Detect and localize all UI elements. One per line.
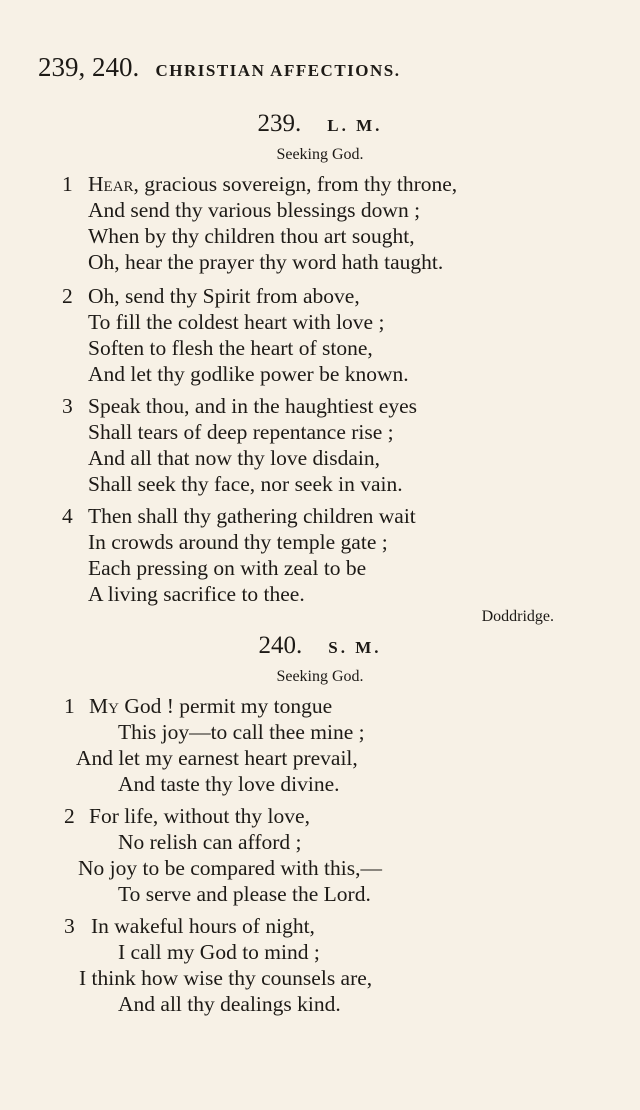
verse-line: No joy to be compared with this,— bbox=[78, 856, 382, 880]
hymn-number: 240. bbox=[258, 632, 303, 659]
verse-line: For life, without thy love, bbox=[89, 804, 310, 828]
verse-line: To serve and please the Lord. bbox=[118, 882, 371, 906]
hymn-number: 239. bbox=[257, 110, 302, 137]
verse-first-word: Hear, bbox=[88, 172, 139, 196]
verse-line: I think how wise thy counsels are, bbox=[79, 966, 373, 990]
verse-line: And send thy various blessings down ; bbox=[88, 198, 421, 222]
hymn-meter: L. M. bbox=[327, 116, 383, 135]
verse-line: Then shall thy gathering children wait bbox=[88, 504, 416, 528]
verse-line: And let thy godlike power be known. bbox=[88, 362, 409, 386]
verse-number: 2 bbox=[64, 804, 75, 828]
verse-number: 3 bbox=[64, 914, 75, 938]
verse-line: Hear, gracious sovereign, from thy throne, bbox=[88, 172, 458, 196]
verse-number: 3 bbox=[62, 394, 73, 418]
verse-line: No relish can afford ; bbox=[118, 830, 302, 854]
verse-line: Soften to flesh the heart of stone, bbox=[88, 336, 373, 360]
verse-line: This joy—to call thee mine ; bbox=[118, 720, 365, 744]
verse-line: To fill the coldest heart with love ; bbox=[88, 310, 385, 334]
hymn-240-header bbox=[0, 632, 640, 660]
running-head-numbers: 239, 240. bbox=[38, 52, 140, 82]
verse-number: 1 bbox=[62, 172, 73, 196]
verse-line: When by thy children thou art sought, bbox=[88, 224, 415, 248]
verse-line: In wakeful hours of night, bbox=[91, 914, 315, 938]
verse-line: Oh, send thy Spirit from above, bbox=[88, 284, 360, 308]
verse-line: Shall tears of deep repentance rise ; bbox=[88, 420, 394, 444]
verse-line: And all thy dealings kind. bbox=[118, 992, 341, 1016]
verse-line: Speak thou, and in the haughtiest eyes bbox=[88, 394, 417, 418]
verse-line: My God ! permit my tongue bbox=[89, 694, 333, 718]
verse-number: 2 bbox=[62, 284, 73, 308]
verse-line: And taste thy love divine. bbox=[118, 772, 340, 796]
hymn-239-header bbox=[0, 110, 640, 138]
verse-line: Oh, hear the prayer thy word hath taught. bbox=[88, 250, 444, 274]
verse-line: And all that now thy love disdain, bbox=[88, 446, 381, 470]
verse-line: In crowds around thy temple gate ; bbox=[88, 530, 388, 554]
verse-line: I call my God to mind ; bbox=[118, 940, 320, 964]
verse-first-word: My bbox=[89, 694, 119, 718]
hymn-239-author: Doddridge. bbox=[481, 608, 554, 625]
verse-line: Shall seek thy face, nor seek in vain. bbox=[88, 472, 403, 496]
running-head-title: CHRISTIAN AFFECTIONS. bbox=[155, 61, 401, 80]
running-head bbox=[38, 52, 620, 83]
verse-line: And let my earnest heart prevail, bbox=[76, 746, 358, 770]
hymn-meter: S. M. bbox=[328, 638, 382, 657]
verse-number: 4 bbox=[62, 504, 73, 528]
verse-line: Each pressing on with zeal to be bbox=[88, 556, 367, 580]
verse-number: 1 bbox=[64, 694, 75, 718]
hymn-239-subtitle: Seeking God. bbox=[276, 146, 364, 163]
verse-line: A living sacrifice to thee. bbox=[88, 582, 305, 606]
hymn-240-subtitle: Seeking God. bbox=[276, 668, 364, 685]
